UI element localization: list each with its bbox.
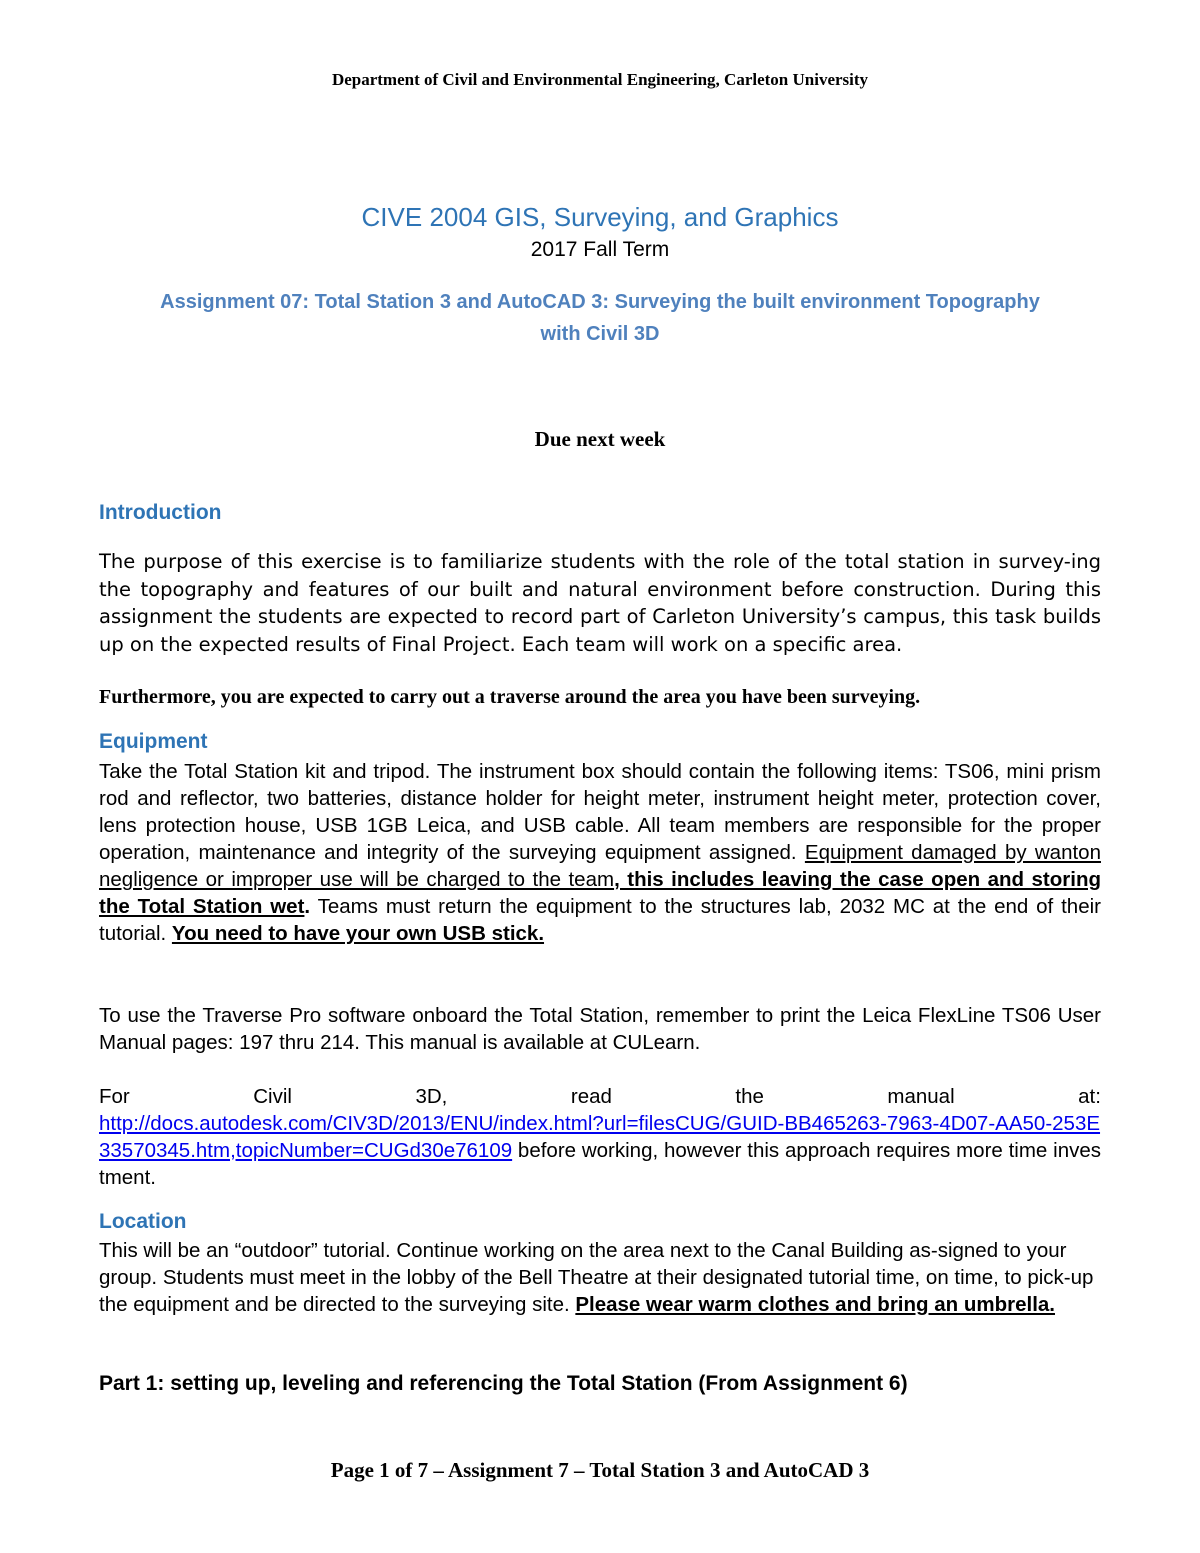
case-warning-period: .	[304, 895, 311, 918]
course-title: CIVE 2004 GIS, Surveying, and Graphics	[361, 202, 839, 232]
word: For	[99, 1085, 130, 1108]
clothes-note: Please wear warm clothes and bring an umbrella.	[575, 1293, 1055, 1316]
assignment-title	[100, 286, 1100, 350]
civil3d-body	[99, 1083, 1101, 1191]
word: the	[735, 1085, 764, 1108]
civil3d-after-text: before working, however this approach requires more time investment.	[99, 1139, 1101, 1189]
case-warning: , this includes leaving the case open and storing the Total Station wet	[99, 868, 1101, 918]
civil3d-paragraph	[99, 1110, 1101, 1191]
word: Civil	[253, 1085, 292, 1108]
usb-note: You need to have your own USB stick.	[171, 922, 545, 945]
due-date: Due next week	[534, 427, 666, 451]
equipment-heading: Equipment	[99, 730, 208, 753]
return-note: Teams must return the equipment to the structures lab, 2032 MC at the end of their tutorial.	[99, 895, 1101, 945]
location-body	[99, 1237, 1101, 1318]
traverse-note: Furthermore, you are expected to carry out a traverse around the area you have been surveying.	[99, 686, 921, 708]
traverse-pro-paragraph: To use the Traverse Pro software onboard the Total Station, remember to print the Leica FlexLine TS06 User Manual pages: 197 thru 214. This manual is available at CULearn.	[99, 1004, 1101, 1054]
introduction-heading: Introduction	[99, 501, 222, 524]
equipment-items-text: Take the Total Station kit and tripod. The instrument box should contain the following items: TS06, mini prism rod and reflector, two batteries, distance holder for height meter, instrument height meter, protection cover, lens protection house, USB 1GB Leica, and USB cable. All team members are responsible for the proper operation, maintenance and integrity of the surveying equipment assigned.	[99, 760, 1101, 864]
word: at:	[1078, 1085, 1101, 1108]
introduction-paragraph: The purpose of this exercise is to familiarize students with the role of the total station in survey-ing the topography and features of our built and natural environment before construction. During this assignment the students are expected to record part of Carleton University’s campus, this task builds up on the expected results of Final Project. Each team will work on a specific area.	[99, 550, 1101, 656]
damage-warning: Equipment damaged by wanton negligence or improper use will be charged to the team	[99, 841, 1101, 891]
location-paragraph	[99, 1237, 1101, 1318]
traverse-pro-body	[99, 1002, 1101, 1056]
location-text: This will be an “outdoor” tutorial. Continue working on the area next to the Canal Building as-signed to your group. Students must meet in the lobby of the Bell Theatre at their designated tutorial time, on time, to pick-up the equipment and be directed to the surveying site.	[99, 1239, 1094, 1316]
word: manual	[887, 1085, 955, 1108]
running-header: Department of Civil and Environmental Engineering, Carleton University	[331, 70, 869, 89]
assignment-title-line-1: Assignment 07: Total Station 3 and AutoCAD 3: Surveying the built environment Topography	[160, 291, 1040, 313]
part1-heading: Part 1: setting up, leveling and referencing the Total Station (From Assignment 6)	[99, 1372, 908, 1395]
page-footer: Page 1 of 7 – Assignment 7 – Total Station 3 and AutoCAD 3	[330, 1458, 870, 1482]
equipment-body	[99, 758, 1101, 947]
introduction-body	[99, 548, 1101, 658]
assignment-title-line-2: with Civil 3D	[540, 323, 660, 345]
civil3d-manual-link[interactable]: http://docs.autodesk.com/CIV3D/2013/ENU/index.html?url=filesCUG/GUID-BB465263-7963-4D07-AA50-253E33570345.htm,topicNumber=CUGd30e76109	[99, 1112, 1101, 1162]
civil3d-intro-line	[99, 1083, 1101, 1110]
word: 3D,	[415, 1085, 448, 1108]
location-heading: Location	[99, 1210, 187, 1233]
word: read	[570, 1085, 612, 1108]
term-label: 2017 Fall Term	[530, 238, 670, 261]
equipment-paragraph	[99, 758, 1101, 947]
